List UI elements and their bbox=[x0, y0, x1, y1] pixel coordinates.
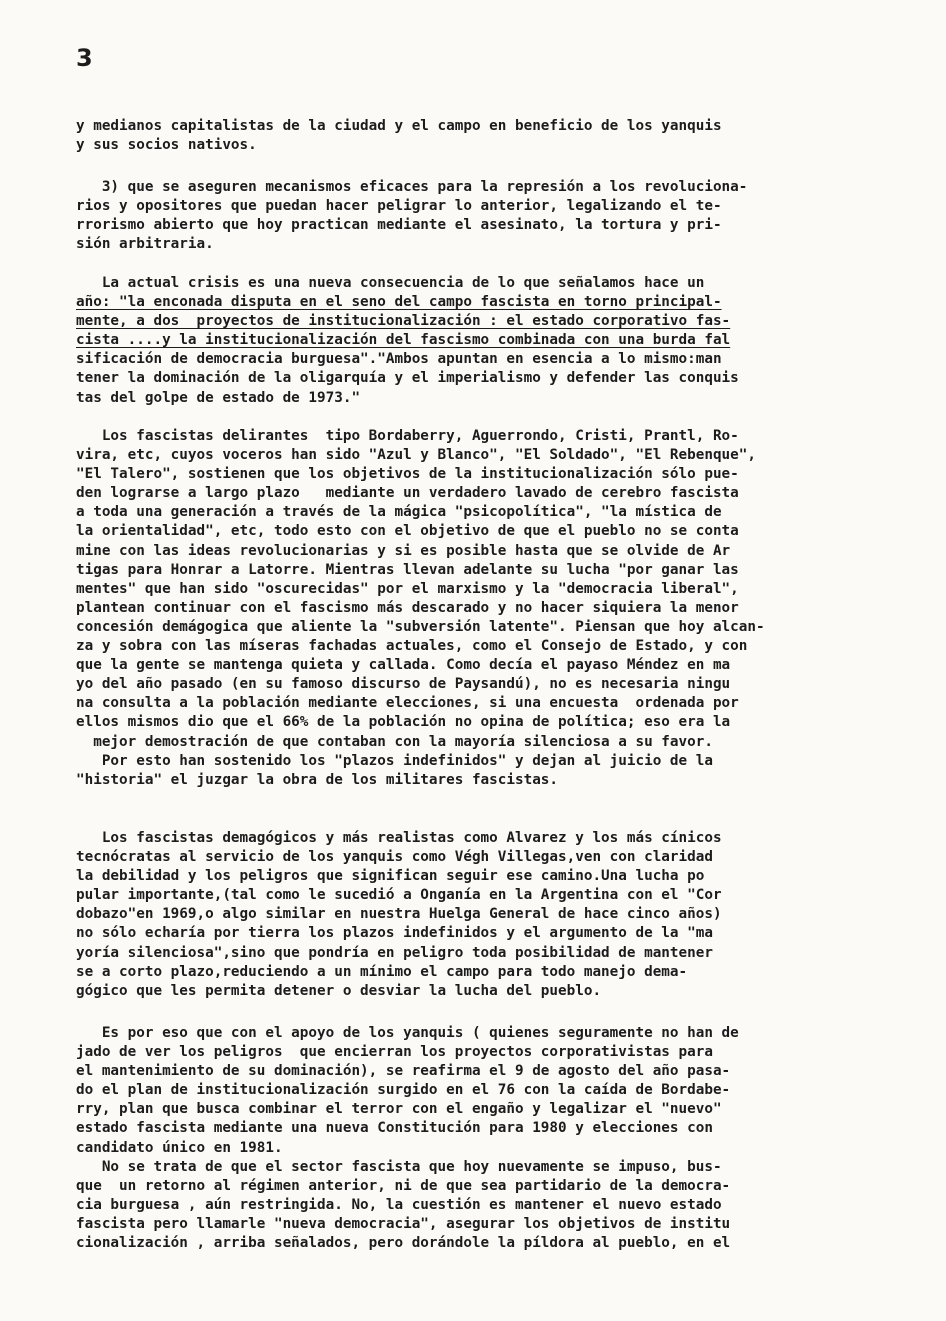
text-line: candidato único en 1981. bbox=[76, 1139, 283, 1156]
text-line: rios y opositores que puedan hacer peligrar lo anterior, legalizando el te- bbox=[76, 198, 722, 215]
text-line: Es por eso que con el apoyo de los yanquis ( quienes seguramente no han de bbox=[76, 1025, 739, 1041]
paragraph-2 bbox=[76, 178, 876, 254]
text-line: fascista pero llamarle "nueva democracia", asegurar los objetivos de institu bbox=[76, 1215, 731, 1232]
text-line: la orientalidad", etc, todo esto con el objetivo de que el pueblo no se conta bbox=[76, 523, 739, 540]
text-line: tener la dominación de la oligarquía y el imperialismo y defender las conquis bbox=[76, 370, 739, 387]
text-line: Los fascistas demagógicos y más realistas como Alvarez y los más cínicos bbox=[76, 830, 722, 846]
page-number: 3 bbox=[76, 44, 93, 72]
text-line: no sólo echaría por tierra los plazos indefinidos y el argumento de la "ma bbox=[76, 925, 713, 942]
text-line: pular importante,(tal como le sucedió a Onganía en la Argentina con el "Cor bbox=[76, 887, 722, 904]
text-line: a toda una generación a través de la mágica "psicopolítica", "la mística de bbox=[76, 504, 722, 521]
text-line: mine con las ideas revolucionarias y si es posible hasta que se olvide de Ar bbox=[76, 542, 731, 559]
text-line: 3) que se aseguren mecanismos eficaces para la represión a los revoluciona- bbox=[76, 179, 748, 195]
text-line: rrorismo abierto que hoy practican mediante el asesinato, la tortura y pri- bbox=[76, 217, 722, 234]
text-line: que la gente se mantenga quieta y callada. Como decía el payaso Méndez en ma bbox=[76, 657, 731, 674]
text-line: sión arbitraria. bbox=[76, 236, 214, 253]
text-line: No se trata de que el sector fascista que hoy nuevamente se impuso, bus- bbox=[76, 1158, 722, 1175]
text-line: dobazo"en 1969,o algo similar en nuestra Huelga General de hace cinco años) bbox=[76, 906, 722, 923]
text-line: tas del golpe de estado de 1973." bbox=[76, 389, 361, 406]
text-line: estado fascista mediante una nueva Constitución para 1980 y elecciones con bbox=[76, 1120, 713, 1137]
text-line: Por esto han sostenido los "plazos indefinidos" y dejan al juicio de la bbox=[76, 752, 713, 769]
text-line: cia burguesa , aún restringida. No, la cuestión es mantener el nuevo estado bbox=[76, 1196, 722, 1213]
text-line: vira, etc, cuyos voceros han sido "Azul y Blanco", "El Soldado", "El Rebenque", bbox=[76, 447, 756, 464]
text-line: plantean continuar con el fascismo más descarado y no hacer siquiera la menor bbox=[76, 599, 739, 616]
text-line: mentes" que han sido "oscurecidas" por el marxismo y la "democracia liberal", bbox=[76, 580, 739, 597]
text-line: "El Talero", sostienen que los objetivos de la institucionalización sólo pue- bbox=[76, 466, 739, 483]
text-line: gógico que les permita detener o desviar la lucha del pueblo. bbox=[76, 982, 602, 999]
paragraph-1 bbox=[76, 117, 876, 155]
text-line: za y sobra con las míseras fachadas actuales, como el Consejo de Estado, y con bbox=[76, 638, 748, 655]
text-line: y medianos capitalistas de la ciudad y el campo en beneficio de los yanquis bbox=[76, 118, 722, 134]
text-line: yo del año pasado (en su famoso discurso de Paysandú), no es necesaria ningu bbox=[76, 676, 731, 693]
text-line: la debilidad y los peligros que significan seguir ese camino.Una lucha po bbox=[76, 868, 705, 885]
text-line: se a corto plazo,reduciendo a un mínimo el campo para todo manejo dema- bbox=[76, 963, 688, 980]
text-line: sificación de democracia burguesa"."Ambos apuntan en esencia a lo mismo:man bbox=[76, 351, 722, 368]
paragraph-3 bbox=[76, 274, 876, 408]
text-line: mejor demostración de que contaban con la mayoría silenciosa a su favor. bbox=[76, 733, 713, 750]
text-line: rry, plan que busca combinar el terror con el engaño y legalizar el "nuevo" bbox=[76, 1101, 722, 1118]
text-line: na consulta a la población mediante elecciones, si una encuesta ordenada por bbox=[76, 695, 739, 712]
text-line: concesión demágogica que aliente la "subversión latente". Piensan que hoy alcan- bbox=[76, 618, 765, 635]
text-line: ellos mismos dio que el 66% de la población no opina de política; eso era la bbox=[76, 714, 731, 731]
text-line: den lograrse a largo plazo mediante un verdadero lavado de cerebro fascista bbox=[76, 485, 739, 502]
text-line-underlined: mente, a dos proyectos de institucionalización : el estado corporativo fas- bbox=[76, 313, 731, 330]
text-line: La actual crisis es una nueva consecuencia de lo que señalamos hace un bbox=[76, 275, 705, 291]
paragraph-4 bbox=[76, 427, 876, 790]
text-line: y sus socios nativos. bbox=[76, 137, 257, 154]
text-line-underlined: año: "la enconada disputa en el seno del campo fascista en torno principal- bbox=[76, 294, 722, 311]
text-line: jado de ver los peligros que encierran los proyectos corporativistas para bbox=[76, 1044, 713, 1061]
text-line: tigas para Honrar a Latorre. Mientras llevan adelante su lucha "por ganar las bbox=[76, 561, 739, 578]
text-line: tecnócratas al servicio de los yanquis como Végh Villegas,ven con claridad bbox=[76, 849, 713, 866]
text-line: Los fascistas delirantes tipo Bordaberry, Aguerrondo, Cristi, Prantl, Ro- bbox=[76, 428, 739, 444]
paragraph-6 bbox=[76, 1024, 876, 1253]
text-line: el mantenimiento de su dominación), se reafirma el 9 de agosto del año pasa- bbox=[76, 1063, 731, 1080]
text-line: cionalización , arriba señalados, pero dorándole la píldora al pueblo, en el bbox=[76, 1235, 731, 1252]
text-line: do el plan de institucionalización surgido en el 76 con la caída de Bordabe- bbox=[76, 1082, 731, 1099]
text-line: yoría silenciosa",sino que pondría en peligro toda posibilidad de mantener bbox=[76, 944, 713, 961]
text-line: "historia" el juzgar la obra de los militares fascistas. bbox=[76, 771, 559, 788]
text-line: que un retorno al régimen anterior, ni de que sea partidario de la democra- bbox=[76, 1177, 731, 1194]
paragraph-5 bbox=[76, 829, 876, 1001]
text-line-underlined: cista ....y la institucionalización del fascismo combinada con una burda fal bbox=[76, 332, 731, 349]
